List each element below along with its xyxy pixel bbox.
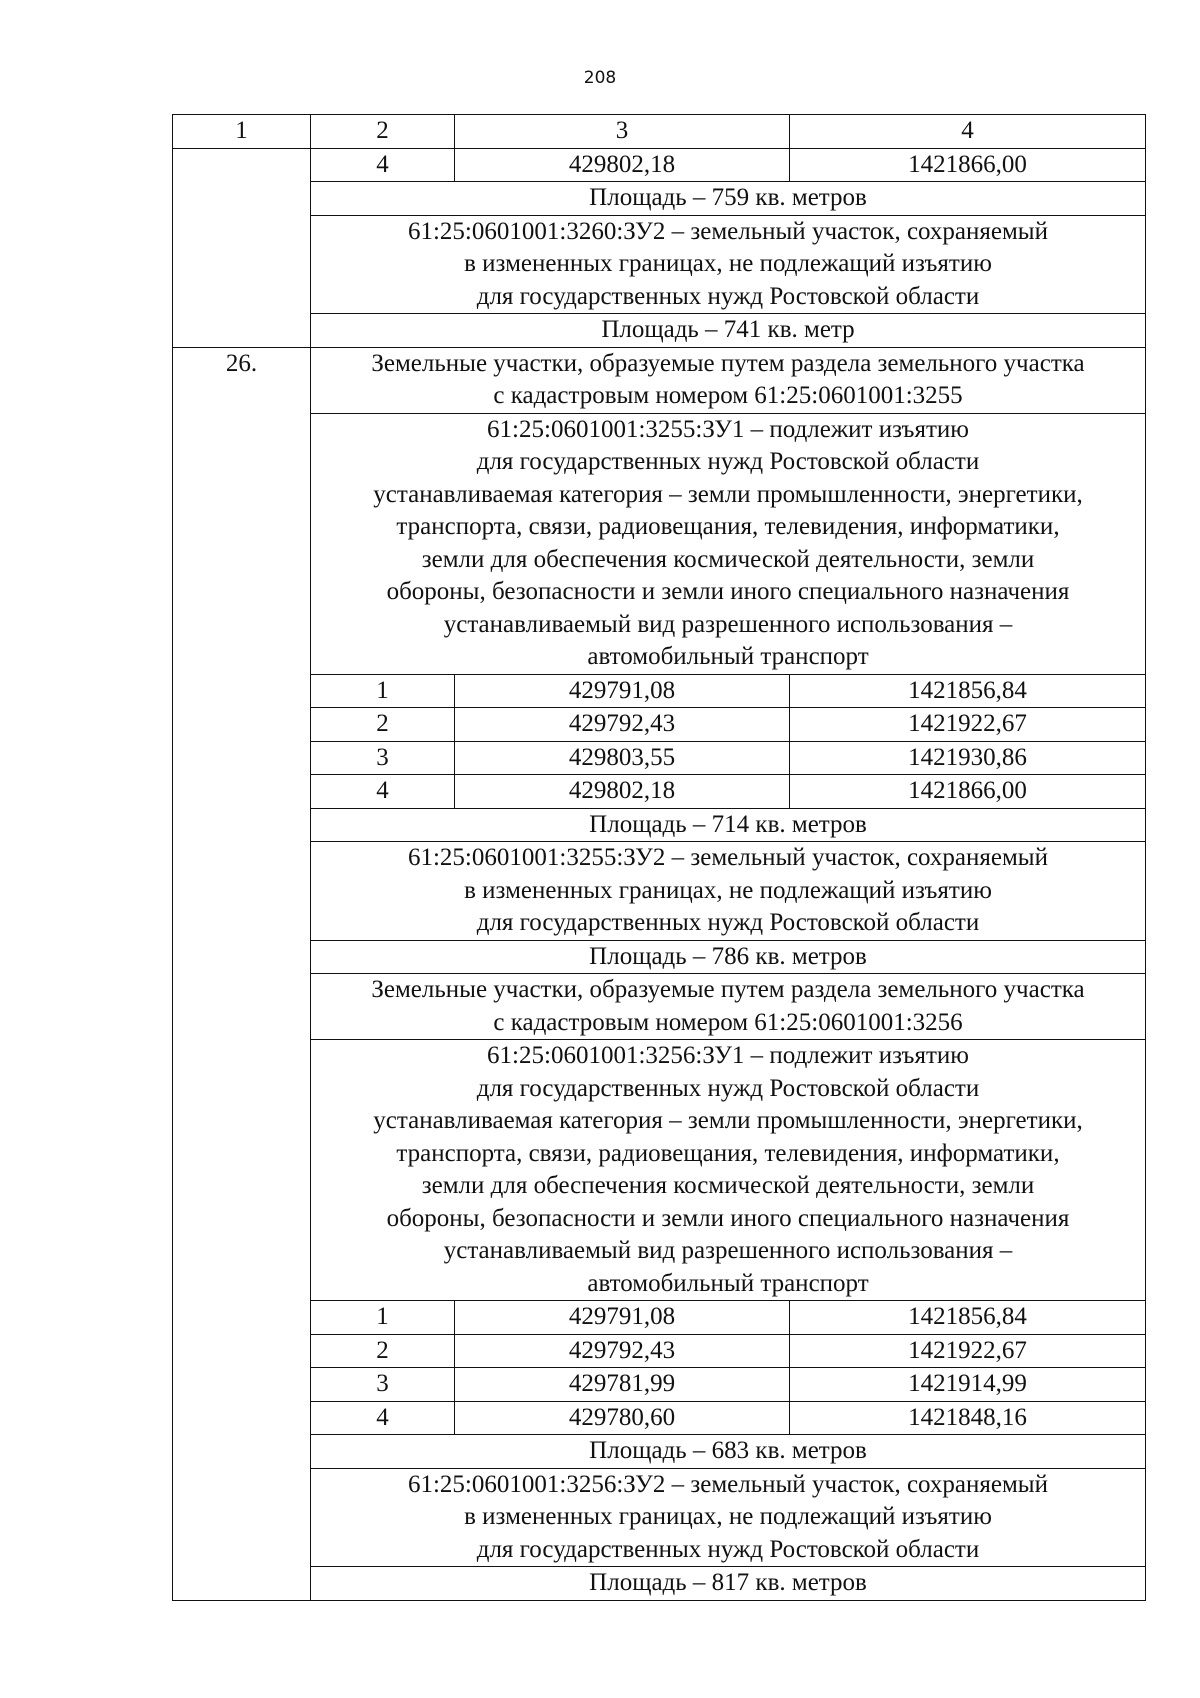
area-text: Площадь – 759 кв. метров (311, 182, 1146, 216)
coord-row (173, 1401, 1146, 1435)
text-line: устанавливаемый вид разрешенного использования – (443, 610, 1013, 638)
text-line: автомобильный транспорт (587, 1269, 869, 1297)
coord-row (173, 1368, 1146, 1402)
coord-x: 429791,08 (455, 1301, 790, 1335)
header-col-1: 1 (173, 115, 311, 149)
point-number: 1 (311, 1301, 455, 1335)
coord-row (173, 1301, 1146, 1335)
point-number: 2 (311, 708, 455, 742)
coord-x: 429792,43 (455, 708, 790, 742)
header-row (173, 115, 1146, 149)
text-line: устанавливаемый вид разрешенного использования – (443, 1237, 1013, 1264)
text-line: транспорта, связи, радиовещания, телевидения, информатики, (396, 1139, 1060, 1167)
text-line: устанавливаемая категория – земли промышленности, энергетики, (373, 480, 1083, 508)
coord-row (173, 1334, 1146, 1368)
text-line: для государственных нужд Ростовской области (476, 282, 980, 310)
point-number: 4 (311, 148, 455, 182)
coord-y: 1421848,16 (790, 1401, 1146, 1435)
text-line: земли для обеспечения космической деятельности, земли (421, 545, 1035, 573)
coord-y: 1421866,00 (790, 148, 1146, 182)
point-number: 4 (311, 775, 455, 809)
zu2-description (311, 1468, 1146, 1567)
coord-row (173, 674, 1146, 708)
coord-x: 429802,18 (455, 148, 790, 182)
coord-row (173, 741, 1146, 775)
point-number: 3 (311, 741, 455, 775)
coord-y: 1421922,67 (790, 1334, 1146, 1368)
text-line: 61:25:0601001:3255:ЗУ2 – земельный участок, сохраняемый (407, 844, 1048, 871)
text-line: в измененных границах, не подлежащий изъятию (464, 250, 992, 277)
coord-y: 1421866,00 (790, 775, 1146, 809)
text-line: 61:25:0601001:3260:ЗУ2 – земельный участок, сохраняемый (407, 217, 1048, 245)
group-title (311, 347, 1146, 413)
text-line: в измененных границах, не подлежащий изъятию (464, 876, 992, 904)
coord-y: 1421856,84 (790, 1301, 1146, 1335)
coord-x: 429802,18 (455, 775, 790, 809)
header-col-3: 3 (455, 115, 790, 149)
point-number: 1 (311, 674, 455, 708)
text-line: транспорта, связи, радиовещания, телевидения, информатики, (396, 513, 1060, 540)
zu2-description (311, 842, 1146, 941)
text-line: для государственных нужд Ростовской области (476, 1535, 980, 1563)
text-line: для государственных нужд Ростовской области (476, 909, 980, 936)
coord-y: 1421914,99 (790, 1368, 1146, 1402)
coord-y: 1421922,67 (790, 708, 1146, 742)
text-line: 61:25:0601001:3256:ЗУ1 – подлежит изъятию (487, 1042, 969, 1069)
zu1-description (311, 413, 1146, 674)
area-text: Площадь – 683 кв. метров (311, 1435, 1146, 1469)
area-text: Площадь – 714 кв. метров (311, 808, 1146, 842)
area-text: Площадь – 786 кв. метров (311, 940, 1146, 974)
header-col-4: 4 (790, 115, 1146, 149)
text-line: 61:25:0601001:3255:ЗУ1 – подлежит изъятию (487, 415, 969, 443)
text-line: с кадастровым номером 61:25:0601001:3256 (493, 1008, 963, 1036)
text-line: обороны, безопасности и земли иного специального назначения (386, 1204, 1070, 1232)
land-plots-table (172, 114, 1146, 1601)
area-text: Площадь – 817 кв. метров (311, 1567, 1146, 1601)
coord-x: 429791,08 (455, 674, 790, 708)
zu2-description (311, 215, 1146, 314)
coord-row (173, 775, 1146, 809)
text-line: земли для обеспечения космической деятельности, земли (421, 1172, 1035, 1199)
area-text: Площадь – 741 кв. метр (311, 314, 1146, 348)
coord-y: 1421856,84 (790, 674, 1146, 708)
coord-x: 429803,55 (455, 741, 790, 775)
empty-number-cell (173, 148, 311, 347)
point-number: 3 (311, 1368, 455, 1402)
text-line: обороны, безопасности и земли иного специального назначения (386, 578, 1070, 605)
point-number: 4 (311, 1401, 455, 1435)
coord-row (173, 148, 1146, 182)
text-line: устанавливаемая категория – земли промышленности, энергетики, (373, 1107, 1083, 1134)
header-col-2: 2 (311, 115, 455, 149)
coord-x: 429792,43 (455, 1334, 790, 1368)
coord-y: 1421930,86 (790, 741, 1146, 775)
zu1-description (311, 1040, 1146, 1301)
text-line: с кадастровым номером 61:25:0601001:3255 (493, 382, 963, 409)
text-line: для государственных нужд Ростовской области (476, 1074, 980, 1102)
item-number: 26. (173, 347, 311, 1600)
coord-row (173, 708, 1146, 742)
text-line: в измененных границах, не подлежащий изъятию (464, 1503, 992, 1530)
text-line: Земельные участки, образуемые путем раздела земельного участка (371, 349, 1085, 377)
point-number: 2 (311, 1334, 455, 1368)
text-line: автомобильный транспорт (587, 643, 869, 670)
text-line: Земельные участки, образуемые путем раздела земельного участка (371, 976, 1085, 1003)
group-title (311, 974, 1146, 1040)
text-line: для государственных нужд Ростовской области (476, 448, 980, 475)
page-number: 208 (583, 68, 617, 88)
coord-x: 429780,60 (455, 1401, 790, 1435)
coord-x: 429781,99 (455, 1368, 790, 1402)
text-line: 61:25:0601001:3256:ЗУ2 – земельный участок, сохраняемый (407, 1470, 1048, 1498)
